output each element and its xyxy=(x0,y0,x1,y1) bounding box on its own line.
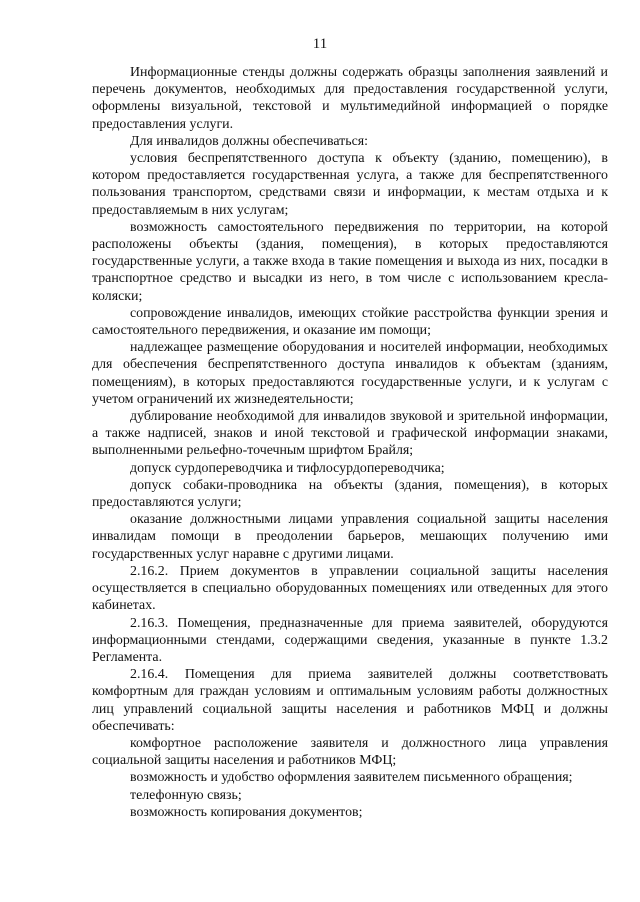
paragraph-copying: возможность копирования документов; xyxy=(130,804,363,820)
paragraph-2-16-4: 2.16.4. Помещения для приема заявителей должны соответствовать комфортным для граждан условиям и оптимальным условиям работы должностных лиц управлений социальной защиты населения и работников МФЦ и должны обеспечивать: xyxy=(92,667,608,734)
paragraph-comfortable-placement: комфортное расположение заявителя и должностного лица управления социальной защиты населения и работников МФЦ; xyxy=(92,735,608,769)
page-number: 11 xyxy=(312,36,328,52)
paragraph-escort: сопровождение инвалидов, имеющих стойкие расстройства функции зрения и самостоятельного передвижения, и оказание им помощи; xyxy=(92,305,608,339)
paragraph-telephone: телефонную связь; xyxy=(130,787,242,803)
paragraph-barrier-assistance: оказание должностными лицами управления социальной защиты населения инвалидам помощи в преодолении барьеров, мешающих получению ими государственных услуг наравне с другими лицами. xyxy=(92,512,608,562)
paragraph-equipment-placement: надлежащее размещение оборудования и носителей информации, необходимых для обеспечения беспрепятственного доступа инвалидов к объектам (зданиям, помещениям), в которых предоставляются государственные услуги, и к услугам с учетом ограничений их жизнедеятельности; xyxy=(92,340,608,407)
document-body xyxy=(92,64,608,821)
paragraph-disabled-intro: Для инвалидов должны обеспечиваться: xyxy=(130,133,368,149)
paragraph-independent-movement: возможность самостоятельного передвижения по территории, на которой расположены объекты (здания, помещения), в которых предоставляются государственные услуги, а также входа в такие помещения и выхода из них, посадки в транспортное средство и высадки из него, в том числе с использованием кресла-коляски; xyxy=(92,219,608,304)
paragraph-sign-interpreter: допуск сурдопереводчика и тифлосурдопереводчика; xyxy=(130,460,445,476)
paragraph-information-duplication: дублирование необходимой для инвалидов звуковой и зрительной информации, а также надписей, знаков и иной текстовой и графической информации знаками, выполненными рельефно-точечным шрифтом Брайля; xyxy=(92,409,608,459)
paragraph-guide-dog: допуск собаки-проводника на объекты (здания, помещения), в которых предоставляются услуги; xyxy=(92,477,608,511)
paragraph-2-16-3: 2.16.3. Помещения, предназначенные для приема заявителей, оборудуются информационными стендами, содержащими сведения, указанные в пункте 1.3.2 Регламента. xyxy=(92,615,608,665)
paragraph-written-appeal: возможность и удобство оформления заявителем письменного обращения; xyxy=(130,770,573,786)
paragraph-info-stands: Информационные стенды должны содержать образцы заполнения заявлений и перечень документов, необходимых для предоставления государственной услуги, оформлены визуальной, текстовой и мультимедийной информацией о порядке предоставления услуги. xyxy=(92,65,608,132)
paragraph-access-conditions: условия беспрепятственного доступа к объекту (зданию, помещению), в котором предоставляется государственная услуга, а также для беспрепятственного пользования транспортом, средствами связи и информации, к местам отдыха и к предоставляемым в них услугам; xyxy=(92,151,608,218)
paragraph-2-16-2: 2.16.2. Прием документов в управлении социальной защиты населения осуществляется в специально оборудованных помещениях или отведенных для этого кабинетах. xyxy=(92,563,608,614)
